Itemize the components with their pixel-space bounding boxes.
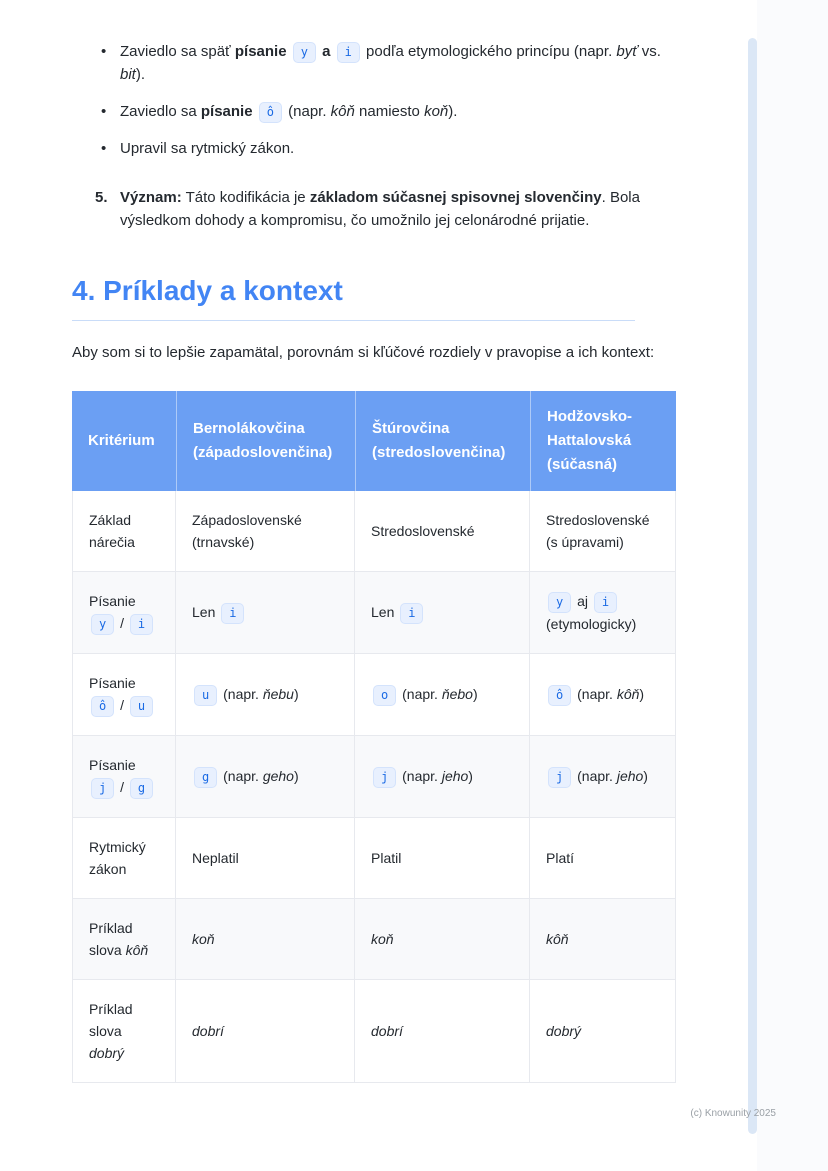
- table-cell: Platí: [530, 818, 676, 899]
- table-cell: Stredoslovenské (s úpravami): [530, 491, 676, 572]
- table-cell: o (napr. ňebo): [355, 654, 530, 736]
- table-cell: dobrí: [355, 980, 530, 1083]
- table-cell: Len i: [176, 572, 355, 654]
- inline-code-chip: i: [221, 603, 244, 624]
- inline-code-chip: ô: [91, 696, 114, 717]
- inline-code-chip: o: [373, 685, 396, 706]
- table-row: [72, 980, 676, 1083]
- table-row: [72, 818, 676, 899]
- bullet-item: [72, 137, 682, 160]
- inline-code-chip: j: [548, 767, 571, 788]
- inline-code-chip: ô: [548, 685, 571, 706]
- table-header-cell-criterion: Kritérium: [72, 391, 176, 491]
- criterion-cell: Príklad slova kôň: [72, 899, 176, 980]
- inline-code-chip: u: [194, 685, 217, 706]
- comparison-table: [72, 391, 676, 1083]
- inline-code-chip: g: [130, 778, 153, 799]
- bullet-text: Zaviedlo sa späť písanie y a i podľa etymologického princípu (napr. byť vs. bit).: [120, 43, 661, 83]
- inline-code-chip: u: [130, 696, 153, 717]
- inline-code-chip: i: [400, 603, 423, 624]
- inline-code-chip: i: [130, 614, 153, 635]
- table-cell: u (napr. ňebu): [176, 654, 355, 736]
- criterion-cell: Základ nárečia: [72, 491, 176, 572]
- table-cell: j (napr. jeho): [530, 736, 676, 818]
- table-cell: ô (napr. kôň): [530, 654, 676, 736]
- table-cell: Platil: [355, 818, 530, 899]
- inline-code-chip: y: [293, 42, 316, 63]
- inline-code-chip: j: [91, 778, 114, 799]
- table-header-cell-hodzovsko: Hodžovsko-Hattalovská (súčasná): [530, 391, 676, 491]
- criterion-cell: Písanie y / i: [72, 572, 176, 654]
- inline-code-chip: y: [548, 592, 571, 613]
- table-row: [72, 736, 676, 818]
- bullet-text: Upravil sa rytmický zákon.: [120, 140, 295, 157]
- table-row: [72, 654, 676, 736]
- table-header-cell-bernolakovcina: Bernolákovčina (západoslovenčina): [176, 391, 355, 491]
- inline-code-chip: i: [337, 42, 360, 63]
- criterion-cell: Príklad slova dobrý: [72, 980, 176, 1083]
- table-cell: Neplatil: [176, 818, 355, 899]
- table-cell: dobrí: [176, 980, 355, 1083]
- table-cell: kôň: [530, 899, 676, 980]
- criterion-cell: Písanie ô / u: [72, 654, 176, 736]
- bullet-text: Zaviedlo sa písanie ô (napr. kôň namiesto koň).: [120, 103, 457, 120]
- inline-code-chip: y: [91, 614, 114, 635]
- intro-paragraph: Aby som si to lepšie zapamätal, porovnám si kľúčové rozdiely v pravopise a ich kontext:: [72, 344, 655, 361]
- numbered-item-5: [72, 186, 692, 232]
- table-cell: g (napr. geho): [176, 736, 355, 818]
- inline-code-chip: ô: [259, 102, 282, 123]
- table-row: [72, 572, 676, 654]
- bullet-item: [72, 100, 682, 123]
- table-header-row: [72, 391, 676, 491]
- table-cell: j (napr. jeho): [355, 736, 530, 818]
- viewer-right-gutter: [757, 0, 828, 1171]
- table-cell: Stredoslovenské: [355, 491, 530, 572]
- table-cell: koň: [176, 899, 355, 980]
- table-cell: dobrý: [530, 980, 676, 1083]
- table-header-cell-sturovcina: Štúrovčina (stredoslovenčina): [355, 391, 530, 491]
- bullet-list: [72, 40, 757, 160]
- table-cell: y aj i (etymologicky): [530, 572, 676, 654]
- table-row: [72, 899, 676, 980]
- inline-code-chip: g: [194, 767, 217, 788]
- table-cell: Západoslovenské (trnavské): [176, 491, 355, 572]
- inline-code-chip: j: [373, 767, 396, 788]
- numbered-item-text: Význam: Táto kodifikácia je základom súčasnej spisovnej slovenčiny. Bola výsledkom dohody a kompromisu, čo umožnilo jej celonárodné prijatie.: [120, 189, 640, 229]
- criterion-cell: Písanie j / g: [72, 736, 176, 818]
- table-cell: Len i: [355, 572, 530, 654]
- list-number: 5.: [95, 189, 108, 206]
- inline-code-chip: i: [594, 592, 617, 613]
- criterion-cell: Rytmický zákon: [72, 818, 176, 899]
- table-cell: koň: [355, 899, 530, 980]
- copyright-watermark: (c) Knowunity 2025: [690, 1108, 776, 1119]
- bullet-item: [72, 40, 682, 86]
- section-heading: 4. Príklady a kontext: [72, 274, 635, 321]
- table-row: [72, 491, 676, 572]
